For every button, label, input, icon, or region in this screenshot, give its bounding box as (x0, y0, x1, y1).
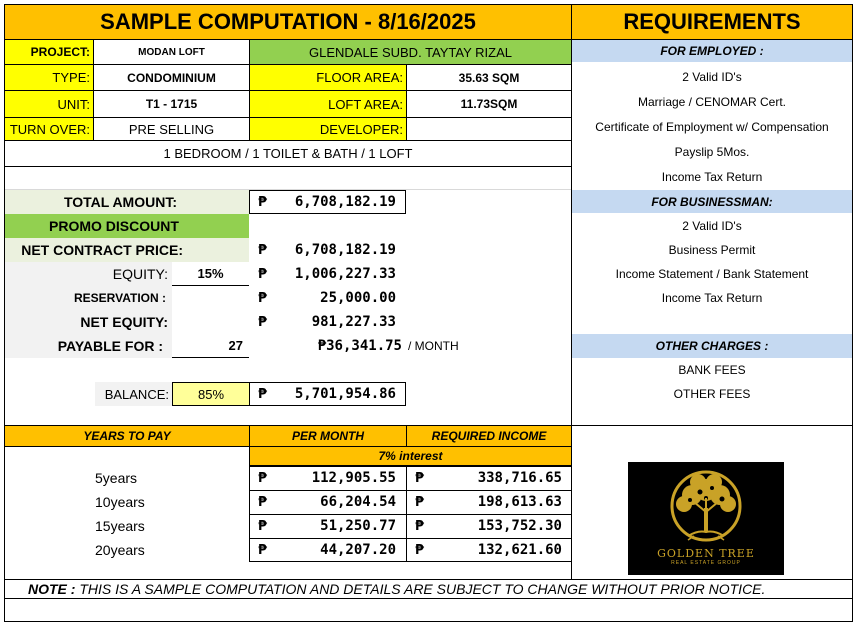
blank-row (5, 166, 571, 190)
peso-sign: ₱ (258, 242, 268, 258)
requirement-item: 2 Valid ID's (682, 219, 742, 233)
per-month-value: 51,250.77 (320, 518, 396, 534)
loft-area-label: LOFT AREA: (249, 90, 407, 118)
peso-sign: ₱ (258, 314, 268, 330)
per-month-suffix: / MONTH (408, 339, 459, 353)
ncp-label: NET CONTRACT PRICE: (5, 238, 249, 262)
peso-sign: ₱ (258, 518, 268, 534)
required-income-value: 198,613.63 (477, 494, 562, 510)
requirement-item: BANK FEES (678, 363, 746, 377)
peso-sign: ₱ (258, 494, 268, 510)
turnover-label: TURN OVER: (4, 117, 94, 141)
required-income-value: 153,752.30 (477, 518, 562, 534)
unit-label: UNIT: (4, 90, 94, 118)
page-title: SAMPLE COMPUTATION - 8/16/2025 (4, 4, 572, 40)
income-header: REQUIRED INCOME (406, 425, 572, 447)
net-equity-value: 981,227.33 (311, 314, 396, 330)
project-label: PROJECT: (4, 39, 94, 65)
balance-percent: 85% (172, 382, 250, 406)
bottom-blank-row (4, 598, 853, 622)
per-month-value: 66,204.54 (320, 494, 396, 510)
peso-sign: ₱ (258, 470, 268, 486)
golden-tree-logo (628, 462, 784, 575)
years-to-pay: 10years (95, 494, 145, 510)
balance-value: 5,701,954.86 (294, 386, 396, 402)
note (4, 579, 853, 599)
logo-tagline: REAL ESTATE GROUP (671, 560, 741, 566)
monthly-amortization: ₱36,341.75 (317, 338, 402, 354)
developer-value (406, 117, 572, 141)
net-equity-label: NET EQUITY: (5, 310, 172, 334)
promo-discount-label: PROMO DISCOUNT (5, 214, 249, 238)
requirement-item: Marriage / CENOMAR Cert. (637, 94, 787, 109)
requirement-item: Income Statement / Bank Statement (615, 267, 809, 281)
employed-header: FOR EMPLOYED : (572, 40, 852, 62)
requirement-item: Payslip 5Mos. (674, 144, 750, 159)
turnover-value: PRE SELLING (93, 117, 250, 141)
total-amount-value: 6,708,182.19 (294, 194, 396, 210)
per-month-value: 44,207.20 (320, 542, 396, 558)
logo-name: GOLDEN TREE (657, 546, 755, 560)
balance-label: BALANCE: (95, 382, 173, 406)
years-header: YEARS TO PAY (4, 425, 250, 447)
unit-value: T1 - 1715 (93, 90, 250, 118)
requirement-item: OTHER FEES (673, 387, 751, 401)
table-left-border (4, 446, 5, 579)
years-to-pay: 15years (95, 518, 145, 534)
peso-sign: ₱ (415, 494, 425, 510)
unit-description: 1 BEDROOM / 1 TOILET & BATH / 1 LOFT (4, 140, 572, 167)
required-income-value: 338,716.65 (477, 470, 562, 486)
years-to-pay: 5years (95, 470, 138, 486)
reservation-label: RESERVATION : (5, 286, 172, 310)
project-value: MODAN LOFT (93, 39, 250, 65)
per-month-header: PER MONTH (249, 425, 407, 447)
equity-label: EQUITY: (5, 262, 172, 286)
requirements-title: REQUIREMENTS (571, 4, 853, 40)
project-location: GLENDALE SUBD. TAYTAY RIZAL (249, 39, 572, 65)
equity-percent: 15% (172, 262, 249, 286)
peso-sign: ₱ (258, 290, 268, 306)
note-label: NOTE : (28, 581, 76, 597)
note-text: THIS IS A SAMPLE COMPUTATION AND DETAILS ARE SUBJECT TO CHANGE WITHOUT PRIOR NOTICE. (75, 581, 766, 597)
payable-label: PAYABLE FOR : (5, 334, 172, 358)
requirement-item: Certificate of Employment w/ Compensation (595, 119, 829, 134)
type-value: CONDOMINIUM (93, 64, 250, 91)
ncp-value: 6,708,182.19 (294, 242, 396, 258)
loft-area-value: 11.73SQM (406, 90, 572, 118)
interest-label: 7% interest (249, 446, 572, 466)
peso-sign: ₱ (415, 518, 425, 534)
requirement-item: Business Permit (668, 243, 756, 257)
requirements-rule (572, 425, 853, 426)
requirement-item: Income Tax Return (661, 291, 763, 305)
requirement-item: 2 Valid ID's (682, 69, 742, 84)
peso-sign: ₱ (415, 542, 425, 558)
floor-area-label: FLOOR AREA: (249, 64, 407, 91)
years-to-pay: 20years (95, 542, 145, 558)
charges-header: OTHER CHARGES : (572, 334, 852, 358)
payable-months: 27 (172, 334, 249, 358)
peso-sign: ₱ (258, 386, 268, 402)
peso-sign: ₱ (258, 266, 268, 282)
equity-value: 1,006,227.33 (294, 266, 396, 282)
peso-sign: ₱ (258, 542, 268, 558)
developer-label: DEVELOPER: (249, 117, 407, 141)
type-label: TYPE: (4, 64, 94, 91)
business-header: FOR BUSINESSMAN: (572, 190, 852, 213)
requirement-item: Income Tax Return (661, 169, 763, 184)
total-amount-label: TOTAL AMOUNT: (5, 190, 249, 214)
per-month-value: 112,905.55 (311, 470, 396, 486)
required-income-value: 132,621.60 (477, 542, 562, 558)
peso-sign: ₱ (258, 194, 268, 210)
floor-area-value: 35.63 SQM (406, 64, 572, 91)
reservation-value: 25,000.00 (320, 290, 396, 306)
peso-sign: ₱ (415, 470, 425, 486)
